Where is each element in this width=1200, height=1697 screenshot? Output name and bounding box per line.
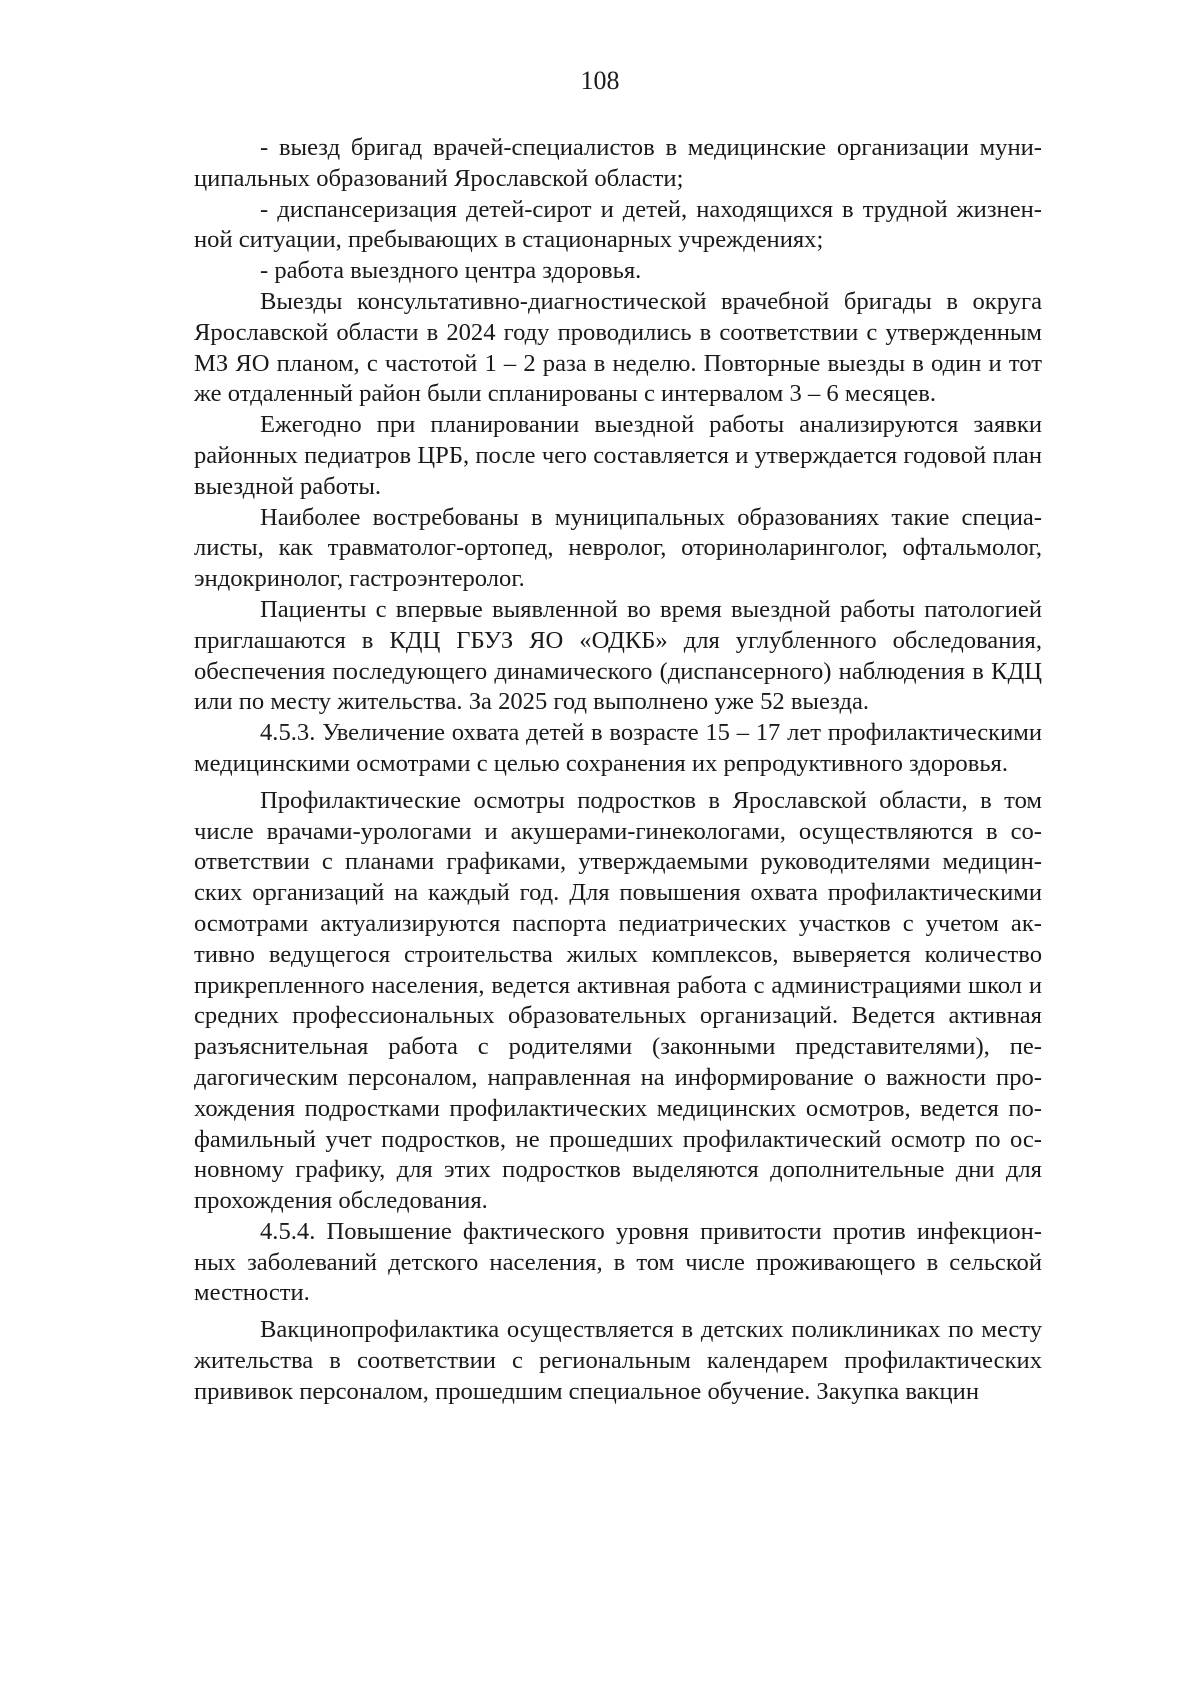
paragraph-annual-planning: Ежегодно при планировании выездной работы анализируются заявки районных педиатров ЦРБ, после чего составляется и утверждается годовой план выездной работы. bbox=[194, 411, 1042, 500]
paragraph-vaccination: Вакцинопрофилактика осуществляется в детских поликлиниках по месту жительства в соответствии с региональным календарем профилактических прививок персоналом, прошедшим специальное обучение. Закупка вакцин bbox=[194, 1316, 1042, 1405]
list-item-health-center: - работа выездного центра здоровья. bbox=[260, 257, 642, 285]
section-heading-4-5-4: 4.5.4. Повышение фактического уровня привитости против инфекционных заболеваний детского населения, в том числе проживающего в сельской местности. bbox=[194, 1217, 1042, 1307]
document-body bbox=[194, 133, 1042, 1408]
paragraph-preventive-exams: Профилактические осмотры подростков в Ярославской области, в том числе врачами-урологами и акушерами-гинекологами, осуществляются в соответствии с планами графиками, утверждаемыми руководителями медицинских организаций на каждый год. Для повышения охвата профилактическими осмотрами актуализируются паспорта педиатрических участков с учетом активно ведущегося строительства жилых комплексов, выверяется количество прикрепленного населения, ведется активная работа с администрациями школ и средних профессиональных образовательных организаций. Ведется активная разъяснительная работа с родителями (законными представителями), педагогическим персоналом, направленная на информирование о важности прохождения подростками профилактических медицинских осмотров, ведется пофамильный учет подростков, не прошедших профилактический осмотр по основному графику, для этих подростков выделяются дополнительные дни для прохождения обследования. bbox=[194, 786, 1042, 1215]
paragraph-consult-visits: Выезды консультативно-диагностической врачебной бригады в округа Ярославской области в 2024 году проводились в соответствии с утвержденным МЗ ЯО планом, с частотой 1 – 2 раза в неделю. Повторные выезды в один и тот же отдаленный район были спланированы с интервалом 3 – 6 месяцев. bbox=[194, 287, 1042, 408]
section-heading-4-5-3: 4.5.3. Увеличение охвата детей в возрасте 15 – 17 лет профилактическими медицинскими осмотрами с целью сохранения их репродуктивного здоровья. bbox=[194, 719, 1042, 777]
paragraph-specialists-demand: Наиболее востребованы в муниципальных образованиях такие специалисты, как травматолог-ортопед, невролог, оториноларинголог, офтальмолог, эндокринолог, гастроэнтеролог. bbox=[194, 503, 1042, 593]
page-number: 108 bbox=[580, 66, 620, 95]
paragraph-patient-referral: Пациенты с впервые выявленной во время выездной работы патологией приглашаются в КДЦ ГБУЗ ЯО «ОДКБ» для углубленного обследования, обеспечения последующего динамического (диспансерного) наблюдения в КДЦ или по месту жительства. За 2025 год выполнено уже 52 выезда. bbox=[194, 595, 1042, 716]
list-item-orphan-screening: - диспансеризация детей-сирот и детей, находящихся в трудной жизненной ситуации, пребывающих в стационарных учреждениях; bbox=[194, 195, 1042, 254]
list-item-brigade-visits: - выезд бригад врачей-специалистов в медицинские организации муниципальных образований Ярославской области; bbox=[194, 134, 1042, 192]
